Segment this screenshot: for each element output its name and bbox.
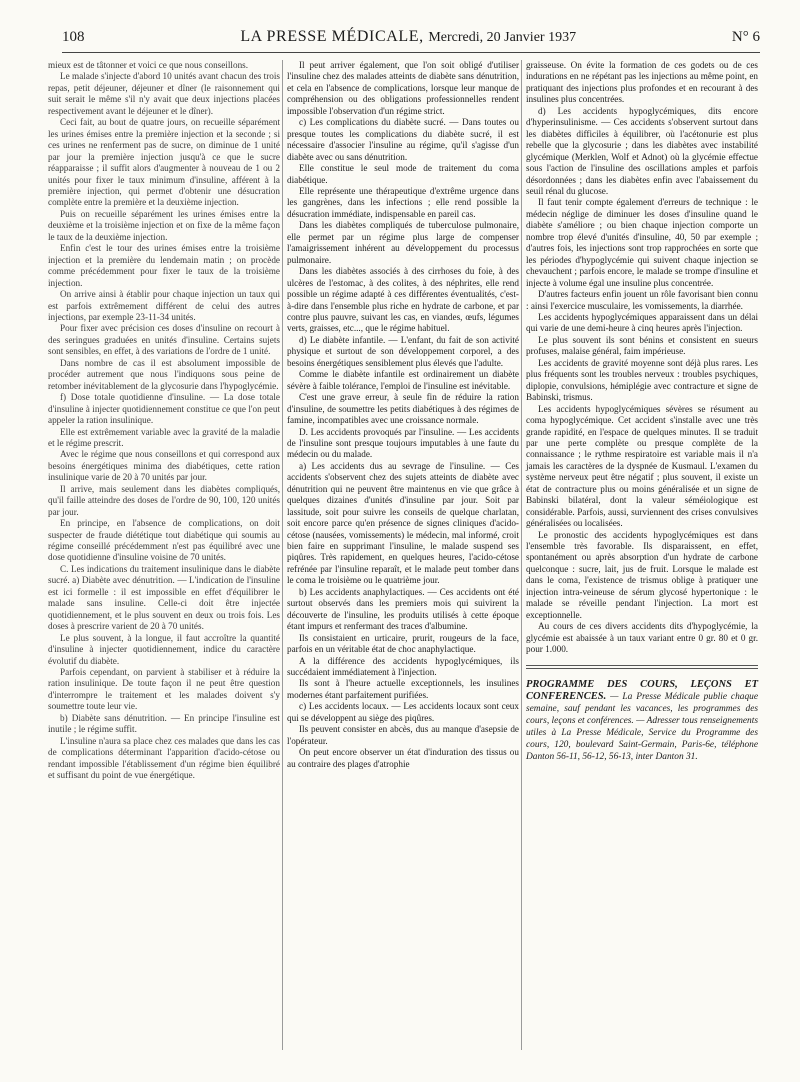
column-divider bbox=[282, 60, 283, 1050]
issue-number: N° 6 bbox=[731, 29, 760, 45]
paragraph: Il peut arriver également, que l'on soit obligé d'utiliser l'insuline chez des malades atteints de diabète sans dénutrition, et cela en l'absence de complications, lorsque leur manque de compréhension ou des obligations professionnelles rendent impossible l'observation d'un régime strict. bbox=[287, 60, 519, 116]
paragraph: Le plus souvent ils sont bénins et consistent en sueurs profuses, malaise général, faim impérieuse. bbox=[526, 334, 758, 357]
section-rule bbox=[526, 668, 758, 669]
paragraph: c) Les accidents locaux. — Les accidents locaux sont ceux qui se développent au siège des piqûres. bbox=[287, 701, 519, 723]
programme-title: PROGRAMME DES COURS, LEÇONS ET CONFERENCES. bbox=[526, 678, 758, 702]
paragraph: Ils consistaient en urticaire, prurit, rougeurs de la face, parfois en un véritable état de choc anaphylactique. bbox=[287, 632, 519, 655]
paragraph: C. Les indications du traitement insulinique dans le diabète sucré. a) Diabète avec dénutrition. — L'indication de l'insuline est ici formelle : il est impossible en effet d'équilibrer le malade sans insuline. Celle-ci doit être injectée quotidiennement, et le plus souvent en deux ou trois fois. Les doses à prescrire varient de 20 à 70 unités. bbox=[48, 563, 280, 632]
paragraph: Comme le diabète infantile est ordinairement un diabète sévère à faible tolérance, l'emploi de l'insuline est inévitable. bbox=[287, 369, 519, 391]
paragraph: Dans nombre de cas il est absolument impossible de procéder autrement que nous l'indiquons sous peine de retomber inévitablement de la glycosurie dans l'hypoglycémie. bbox=[48, 357, 280, 391]
column-right bbox=[526, 60, 758, 763]
issue-date: Mercredi, 20 Janvier 1937 bbox=[428, 30, 577, 45]
paragraph: D. Les accidents provoqués par l'insuline. — Les accidents de l'insuline sont presque toujours imputables à une faute du médecin ou du malade. bbox=[287, 426, 519, 460]
paragraph: Les accidents de gravité moyenne sont déjà plus rares. Les plus fréquents sont les troubles nerveux : troubles psychiques, diplopie, convulsions, hémiplégie avec contracture et signe de Babinski, trismus. bbox=[526, 357, 758, 403]
paragraph: b) Diabète sans dénutrition. — En principe l'insuline est inutile ; le régime suffit. bbox=[48, 712, 280, 735]
paragraph: Le malade s'injecte d'abord 10 unités avant chacun des trois repas, petit déjeuner, déjeuner et dîner (le raisonnement qui suit serait le même s'il n'y avait que deux injections placées respectivement avant le déjeuner et le dîner). bbox=[48, 71, 280, 116]
paragraph: Elle est extrêmement variable avec la gravité de la maladie et le régime prescrit. bbox=[48, 426, 280, 448]
paragraph: Les accidents hypoglycémiques sévères se résument au coma hypoglycémique. Cet accident s'installe avec une très grande rapidité, en l'espace de quelques minutes. Il se traduit par une perte complète ou presque complète de la connaissance ; le rythme respiratoire est variable mais il n'a jamais les caractères de la dyspnée de Kusmaul. L'examen du système nerveux peut être négatif ; plus souvent, il existe un état de contracture plus ou moins généralisée et un signe de Babinski bilatéral, dont la valeur séméiologique est considérable. Parfois, aussi, surviennent des crises convulsives généralisées ou localisées. bbox=[526, 403, 758, 529]
paragraph: Le pronostic des accidents hypoglycémiques est dans l'ensemble très favorable. Ils disparaissent, en effet, spontanément ou après absorption d'un hydrate de carbone quelconque : sucre, lait, jus de fruit. Lorsque le malade est dans le coma, l'existence de trismus oblige à pratiquer une injection intra-veineuse de sérum glycosé hypertonique : le malade se réveille pendant l'injection. La mort est exceptionnelle. bbox=[526, 529, 758, 620]
paragraph: Elle constitue le seul mode de traitement du coma diabétique. bbox=[287, 163, 519, 185]
page-header bbox=[62, 28, 760, 53]
paragraph: mieux est de tâtonner et voici ce que nous conseillons. bbox=[48, 60, 249, 70]
paragraph: Elle représente une thérapeutique d'extrême urgence dans les gangrènes, dans les infections ; elle rend possible la désucration immédiate, indispensable en pareil cas. bbox=[287, 185, 519, 219]
journal-title bbox=[240, 28, 576, 46]
programme-notice bbox=[526, 679, 758, 763]
paragraph: A la différence des accidents hypoglycémiques, ils succédaient immédiatement à l'injection. bbox=[287, 655, 519, 678]
paragraph: Dans les diabètes compliqués de tuberculose pulmonaire, elle permet par un régime plus large de compenser l'amaigrissement inhérent au développement du processus pulmonaire. bbox=[287, 220, 519, 265]
paragraph: On peut encore observer un état d'induration des tissus ou au contraire des plages d'atrophie bbox=[287, 747, 519, 769]
page-number: 108 bbox=[62, 29, 85, 45]
paragraph: On arrive ainsi à établir pour chaque injection un taux qui est parfois extrêmement différent de celui des autres injections, par exemple 23-11-34 unités. bbox=[48, 289, 280, 322]
paragraph: D'autres facteurs enfin jouent un rôle favorisant bien connu : ainsi l'exercice musculaire, les vomissements, la diarrhée. bbox=[526, 289, 758, 311]
column-divider bbox=[521, 60, 522, 1050]
column-right-body bbox=[526, 60, 758, 656]
paragraph: c) Les complications du diabète sucré. — Dans toutes ou presque toutes les complications du diabète sucré, il est nécessaire d'associer l'insuline au régime, qu'il s'agisse d'un diabète avec ou sans dénutrition. bbox=[287, 117, 519, 162]
paragraph: graisseuse. On évite la formation de ces godets ou de ces indurations en ne répétant pas les injections au même point, en pratiquant des injections plus profondes et en recourant à des insulines plus concentrées. bbox=[526, 60, 758, 105]
section-rule bbox=[526, 665, 758, 666]
programme-text: — La Presse Médicale publie chaque semaine, sauf pendant les vacances, les programmes des cours, leçons et conférences. — Adresser tous renseignements utiles à La Presse Médicale, Service du Programme des cours, 120, boulevard Saint-Germain, Paris-6e, téléphone Danton 56-11, 56-12, 56-13, inter Danton 31. bbox=[526, 691, 759, 762]
paragraph: Enfin c'est le tour des urines émises entre la troisième injection et la première du lendemain matin ; on procède comme précédemment pour fixer le taux de la troisième injection. bbox=[48, 243, 280, 288]
paragraph: Au cours de ces divers accidents dits d'hypoglycémie, la glycémie est abaissée à un taux variant entre 0 gr. 80 et 0 gr. pour 1.000. bbox=[526, 621, 758, 655]
paragraph: Il faut tenir compte également d'erreurs de technique : le médecin néglige de diminuer les doses d'insuline quand le diabète s'améliore ; ou bien chaque injection comporte un nombre trop élevé d'unités d'insuline, 40, 50 par exemple ; d'autres fois, les injections sont trop rapprochées en sorte que les périodes d'hypoglycémie qui suivent chaque injection se chevauchent ; parfois encore, le malade se trompe d'insuline et injecte à volume égal une insuline plus concentrée. bbox=[526, 197, 758, 288]
paragraph: En principe, en l'absence de complications, on doit suspecter de fraude diététique tout diabétique qui soumis au régime conseillé précédemment n'est pas équilibré avec une dose quotidienne d'insuline voisine de 70 unités. bbox=[48, 518, 280, 563]
paragraph: C'est une grave erreur, à seule fin de réduire la ration d'insuline, de soumettre les petits diabétiques à des régimes de famine, incompatibles avec une croissance normale. bbox=[287, 392, 519, 426]
paragraph: Parfois cependant, on parvient à stabiliser et à réduire la ration insulinique. De toute façon il ne peut être question d'interrompre le traitement et les malades doivent s'y soumettre toute leur vie. bbox=[48, 667, 280, 712]
paragraph: Ceci fait, au bout de quatre jours, on recueille séparément les urines émises entre la première injection et la seconde ; si ces urines ne renferment pas de sucre, on diminue de 1 unité par jour la première injection jusqu'à ce que le sucre réapparaisse ; il suffit alors d'augmenter à nouveau de 1 ou 2 unités pour fixer le taux minimum d'insuline, afférent à la première injection, qui permet d'obtenir une désucration complète entre la première et la deuxième injection. bbox=[48, 117, 280, 208]
paragraph: Dans les diabètes associés à des cirrhoses du foie, à des ulcères de l'estomac, à des colites, à des néphrites, elle rend possible un régime adapté à ces différentes éventualités, c'est-à-dire dans l'ensemble plus riche en hydrate de carbone, et par contre plus pauvre, suivant les cas, en viandes, œufs, légumes verts, graisses, etc..., que le régime habituel. bbox=[287, 266, 519, 334]
paragraph: Ils peuvent consister en abcès, dus au manque d'asepsie de l'opérateur. bbox=[287, 724, 519, 746]
paragraph: a) Les accidents dus au sevrage de l'insuline. — Ces accidents s'observent chez des sujets atteints de diabète avec dénutrition qui ne peuvent être maintenus en vie que grâce à quelques dizaines d'unités d'insuline par jour. Soit par lassitude, soit pour suivre les conseils de quelque charlatan, soit encore parce qu'en présence de signes cliniques d'acido-cétose (nausées, vomissements) le médecin, mal informé, croit bien faire en supprimant l'insuline, le malade suspend ses piqûres. Très rapidement, en quelques heures, l'acido-cétose refrénée par l'insuline reparaît, et le malade peut tomber dans le coma le troisième ou le quatrième jour. bbox=[287, 460, 519, 586]
column-left bbox=[48, 60, 280, 782]
paragraph: d) Le diabète infantile. — L'enfant, du fait de son activité physique et surtout de son développement corporel, a des besoins énergétiques sensiblement plus élevés que l'adulte. bbox=[287, 334, 519, 368]
paragraph: d) Les accidents hypoglycémiques, dits encore d'hyperinsulinisme. — Ces accidents s'observent surtout dans les diabètes difficiles à équilibrer, où l'acétonurie est plus rebelle que la glycosurie ; dans les diabètes avec instabilité glycémique (Merklen, Wolf et Adnot) où la glycémie effectue sous l'action de l'insuline des oscillations amples et parfois désordonnées ; dans les diabètes enfin avec l'abaissement du seuil rénal du glucose. bbox=[526, 105, 758, 196]
paragraph: Pour fixer avec précision ces doses d'insuline on recourt à des seringues graduées en unités d'insuline. Certains sujets sont sensibles, en effet, à des variations de l'ordre de 1 unité. bbox=[48, 323, 280, 357]
column-middle bbox=[287, 60, 519, 770]
paragraph: Il arrive, mais seulement dans les diabètes compliqués, qu'il faille atteindre des doses de l'ordre de 90, 100, 120 unités par jour. bbox=[48, 483, 280, 517]
paragraph: Puis on recueille séparément les urines émises entre la deuxième et la troisième injection et on fixe de la même façon le taux de la deuxième injection. bbox=[48, 208, 280, 242]
journal-name: LA PRESSE MÉDICALE, bbox=[240, 28, 424, 45]
paragraph: Ils sont à l'heure actuelle exceptionnels, les insulines modernes étant parfaitement purifiées. bbox=[287, 678, 519, 700]
paragraph: Les accidents hypoglycémiques apparaissent dans un délai qui varie de une demi-heure à cinq heures après l'injection. bbox=[526, 311, 758, 334]
paragraph: Avec le régime que nous conseillons et qui correspond aux besoins énergétiques minima des diabétiques, cette ration insulinique varie de 20 à 70 unités par jour. bbox=[48, 449, 280, 483]
paragraph: b) Les accidents anaphylactiques. — Ces accidents ont été surtout observés dans les premiers mois qui suivirent la découverte de l'insuline, les produits utilisés à cette époque étant impurs et renfermant des traces d'albumine. bbox=[287, 586, 519, 632]
paragraph: L'insuline n'aura sa place chez ces malades que dans les cas de complications déterminant l'apparition d'acido-cétose ou rendant impossible l'établissement d'un régime bien équilibré et suffisant du point de vue énergétique. bbox=[48, 735, 280, 781]
paragraph: Le plus souvent, à la longue, il faut accroître la quantité d'insuline à injecter quotidiennement, indice du caractère évolutif du diabète. bbox=[48, 632, 280, 666]
paragraph: f) Dose totale quotidienne d'insuline. — La dose totale d'insuline à injecter quotidiennement constitue ce que l'on peut appeler la ration insulinique. bbox=[48, 392, 280, 426]
